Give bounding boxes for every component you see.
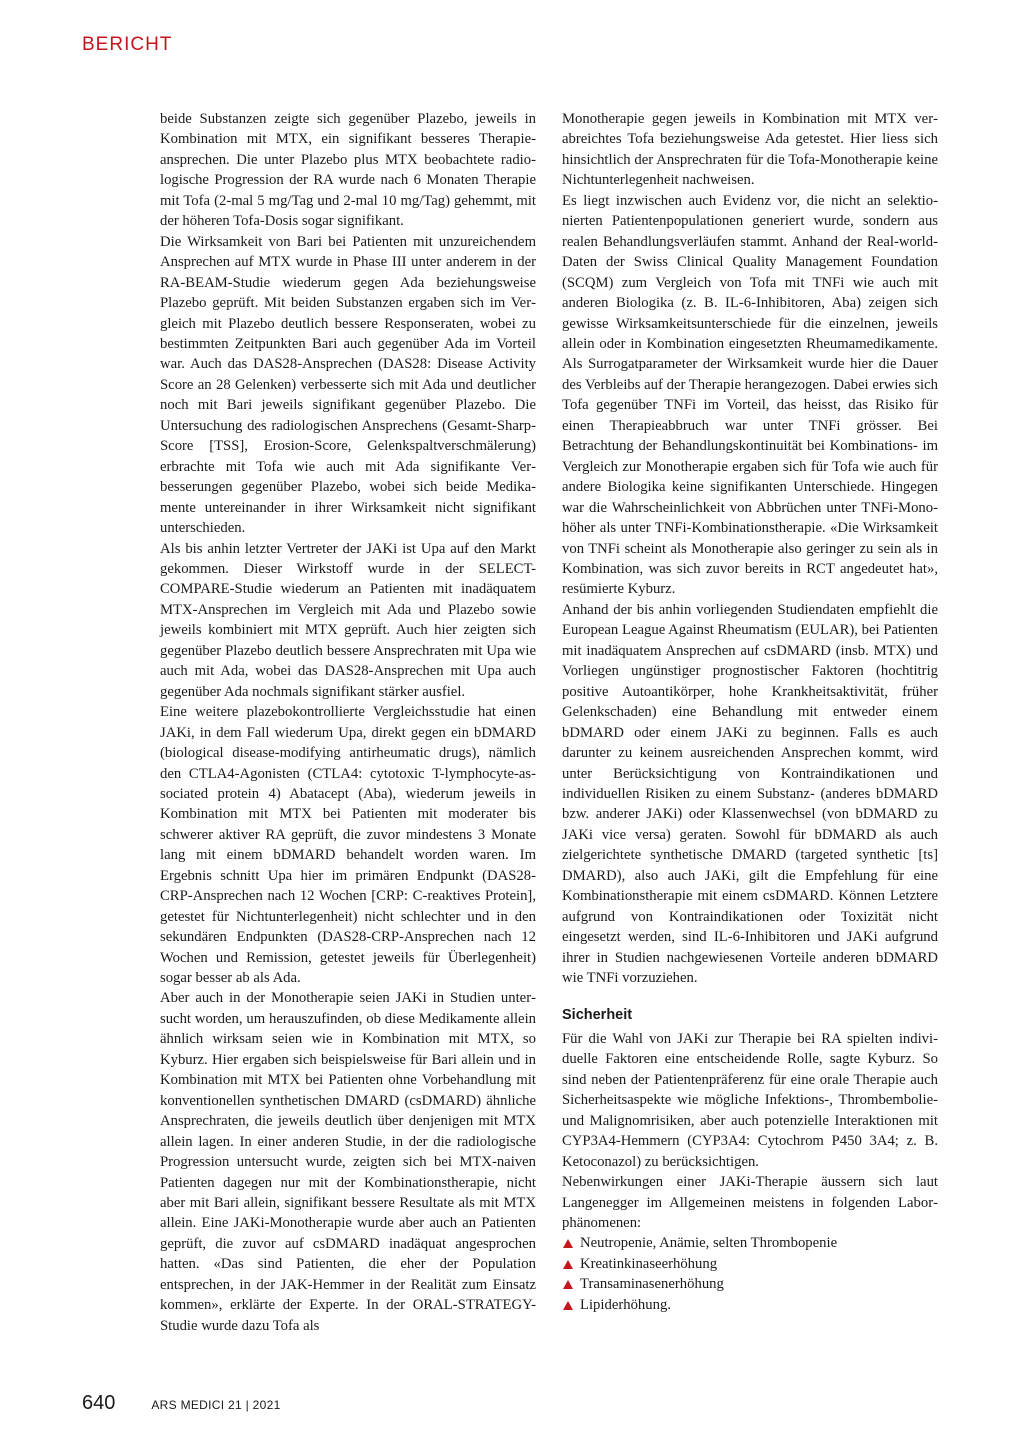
body-paragraph: Die Wirksamkeit von Bari bei Patienten mit unzureichendem Ansprechen auf MTX wurde in Phase III unter anderem in der RA-BEAM-Studie wiederum gegen Ada beziehungsweise Plazebo geprüft. Mit beiden Substanzen ergaben sich im Vergleich mit Plazebo deutlich bessere Responseraten, wobei zu bestimmten Zeitpunkten Bari auch gegenüber Ada im Vorteil war. Auch das DAS28-Ansprechen (DAS28: Disease Activity Score an 28 Gelenken) verbesserte sich mit Ada und deutlicher noch mit Bari jeweils signifikant gegenüber Plazebo. Die Untersuchung des radiologischen Ansprechens (Gesamt-Sharp-Score [TSS], Erosion-Score, Gelenkspaltverschmälerung) erbrachte mit Tofa wie auch mit Ada signifikante Verbesserungen gegenüber Plazebo, wobei sich beide Medikamente untereinander in ihrer Wirksamkeit nicht signifikant unterschieden. [160, 233, 536, 537]
body-paragraph: Aber auch in der Monotherapie seien JAKi in Studien untersucht worden, um herauszufinden, ob diese Medikamente allein ähnlich wirksam seien wie in Kombination mit MTX, so Kyburz. Hier ergaben sich beispielsweise für Bari allein und in Kombination mit MTX bei Patienten ohne Vorbehandlung mit konventionellen synthetischen DMARD (csDMARD) ähnliche Ansprechraten, die jeweils deutlich über denjenigen mit MTX allein lagen. In einer anderen Studie, in der die radiologische Progression untersucht wurde, zeigten sich bei MTX-naiven Patienten dagegen nur mit der Kombinationstherapie, nicht aber mit Bari allein, signifikant bessere Resultate als mit MTX allein. Eine JAKi-Monotherapie wurde aber auch an Patienten geprüft, die zuvor auf csDMARD inadäquat angesprochen hatten. «Das sind Patienten, die eher der Population entsprechen, in der JAK-Hemmer in der Realität zum Einsatz kommen», erklärte der Experte. In der ORAL-STRATEGY-Studie wurde dazu Tofa als [160, 990, 536, 1334]
body-paragraph: Nebenwirkungen einer JAKi-Therapie äussern sich laut Langenegger im Allgemeinen meistens in folgenden Laborphänomenen: [562, 1174, 938, 1232]
section-heading-sicherheit: Sicherheit [562, 1007, 633, 1024]
list-item: Lipiderhöhung. [562, 1295, 938, 1315]
body-paragraph: Anhand der bis anhin vorliegenden Studiendaten empfiehlt die European League Against Rheumatism (EULAR), bei Patienten mit inadäquatem Ansprechen auf csDMARD (insb. MTX) und Vorliegen ungünstiger prognostischer Faktoren (hochtitrig positive Autoantikörper, hohe Krankheitsaktivität, früher Gelenkschaden) eine Behandlung mit entweder einem bDMARD oder einem JAKi zu beginnen. Falls es auch darunter zu keinem ausreichenden Ansprechen kommt, wird unter Berücksichtigung von Kontraindikationen und individuellen Risiken zu einem Substanz- (anderes bDMARD bzw. anderer JAKi) oder Klassenwechsel (von bDMARD zu JAKi vice versa) geraten. Sowohl für bDMARD als auch zielgerichtete synthetische DMARD (targeted synthetic [ts] DMARD), also auch JAKi, gilt die Empfehlung für eine Kombinationstherapie mit einem csDMARD. Können Letztere aufgrund von Kontraindikationen oder Toxizität nicht eingesetzt werden, sind IL-6-Inhibitoren und JAKi aufgrund ihrer in Studien nachgewiesenen Vorteile anderen bDMARD wie TNFi vorzuziehen. [562, 601, 938, 987]
body-paragraph: Eine weitere plazebokontrollierte Vergleichsstudie hat einen JAKi, in dem Fall wiederum Upa, direkt gegen ein bDMARD (biological disease-modifying antirheumatic drugs), nämlich den CTLA4-Agonisten (CTLA4: cytotoxic T-lymphocyte-associated protein 4) Abatacept (Aba), wiederum jeweils in Kombination mit MTX bei Patienten mit moderater bis schwerer aktiver RA geprüft, die zuvor mindestens 3 Monate lang mit einem bDMARD behandelt worden waren. Im Ergebnis schnitt Upa hier im primären Endpunkt (DAS28-CRP-Ansprechen nach 12 Wochen [CRP: C-reaktives Protein], getestet für Nichtunterlegenheit) nicht schlechter und in den sekundären Endpunkten (DAS28-CRP-Ansprechen nach 12 Wochen und Remission, getestet jeweils für Überlegenheit) sogar besser ab als Ada. [160, 704, 536, 987]
list-item: Transaminasenerhöhung [562, 1274, 938, 1294]
page-number: 640 [82, 1392, 116, 1414]
body-paragraph: Als bis anhin letzter Vertreter der JAKi ist Upa auf den Markt gekommen. Dieser Wirkstoff wurde in der SELECT-COMPARE-Studie wiederum an Patienten mit inadäquatem MTX-Ansprechen im Vergleich mit Ada und Plazebo sowie jeweils kombiniert mit MTX geprüft. Auch hier zeigten sich gegenüber Plazebo deutlich bessere Ansprechraten mit Upa wie auch mit Ada, wobei das DAS28-Ansprechen mit Upa auch gegenüber Ada nochmals signifikant stärker ausfiel. [160, 540, 536, 700]
section-tag: BERICHT [82, 34, 173, 55]
body-paragraph: Monotherapie gegen jeweils in Kombination mit MTX verabreichtes Tofa beziehungsweise Ada getestet. Hier liess sich hinsichtlich der Ansprechraten für die Tofa-Monotherapie keine Nichtunterlegenheit nachweisen. [562, 111, 938, 189]
body-paragraph: Es liegt inzwischen auch Evidenz vor, die nicht an selektionierten Patientenpopulationen generiert wurde, sondern aus realen Behandlungsverläufen stammt. Anhand der Real-world-Daten der Swiss Clinical Quality Management Foundation (SCQM) zum Vergleich von Tofa mit TNFi wie auch mit anderen Biologika (z. B. IL-6-Inhibitoren, Aba) zeigen sich gewisse Wirksamkeitsunterschiede für die einzelnen, jeweils allein oder in Kombination eingesetzten Rheumamedikamente. Als Surrogatparameter der Wirksamkeit wurde hier die Dauer des Verbleibs auf der Therapie herangezogen. Dabei erwies sich Tofa gegenüber TNFi im Vorteil, das heisst, das Risiko für einen Therapieabbruch war unter TNFi grösser. Bei Betrachtung der Behandlungskontinuität bei Kombinations- im Vergleich zur Monotherapie ergaben sich für Tofa wie auch für andere Biologika keine signifikanten Unterschiede. Hingegen war die Wahrscheinlichkeit von Abbrüchen unter TNFi-Mono- höher als unter TNFi-Kombinationstherapie. «Die Wirksamkeit von TNFi scheint als Monotherapie also geringer zu sein als in Kombination, was sich zuvor bereits in RCT angedeutet hat», resümierte Kyburz. [562, 192, 938, 598]
left-column [160, 109, 536, 1336]
list-item: Neutropenie, Anämie, selten Thrombopenie [562, 1233, 938, 1253]
right-column [562, 109, 938, 1315]
journal-issue: ARS MEDICI 21 | 2021 [151, 1398, 281, 1412]
side-effects-list [562, 1233, 938, 1315]
page-footer [82, 1392, 281, 1415]
list-item: Kreatinkinaseerhöhung [562, 1254, 938, 1274]
body-paragraph: beide Substanzen zeigte sich gegenüber Plazebo, jeweils in Kombination mit MTX, ein signifikant besseres Therapieansprechen. Die unter Plazebo plus MTX beobachtete radiologische Progression der RA wurde nach 6 Monaten Therapie mit Tofa (2-mal 5 mg/Tag und 2-mal 10 mg/Tag) gehemmt, mit der höheren Tofa-Dosis sogar signifikant. [160, 111, 536, 230]
body-paragraph: Für die Wahl von JAKi zur Therapie bei RA spielten individuelle Faktoren eine entscheidende Rolle, sagte Kyburz. So sind neben der Patientenpräferenz für eine orale Therapie auch Sicherheitsaspekte wie mögliche Infektions-, Thrombembolie- und Malignomrisiken, aber auch potenzielle Interaktionen mit CYP3A4-Hemmern (CYP3A4: Cytochrom P450 3A4; z. B. Ketoconazol) zu berücksichtigen. [562, 1030, 938, 1170]
